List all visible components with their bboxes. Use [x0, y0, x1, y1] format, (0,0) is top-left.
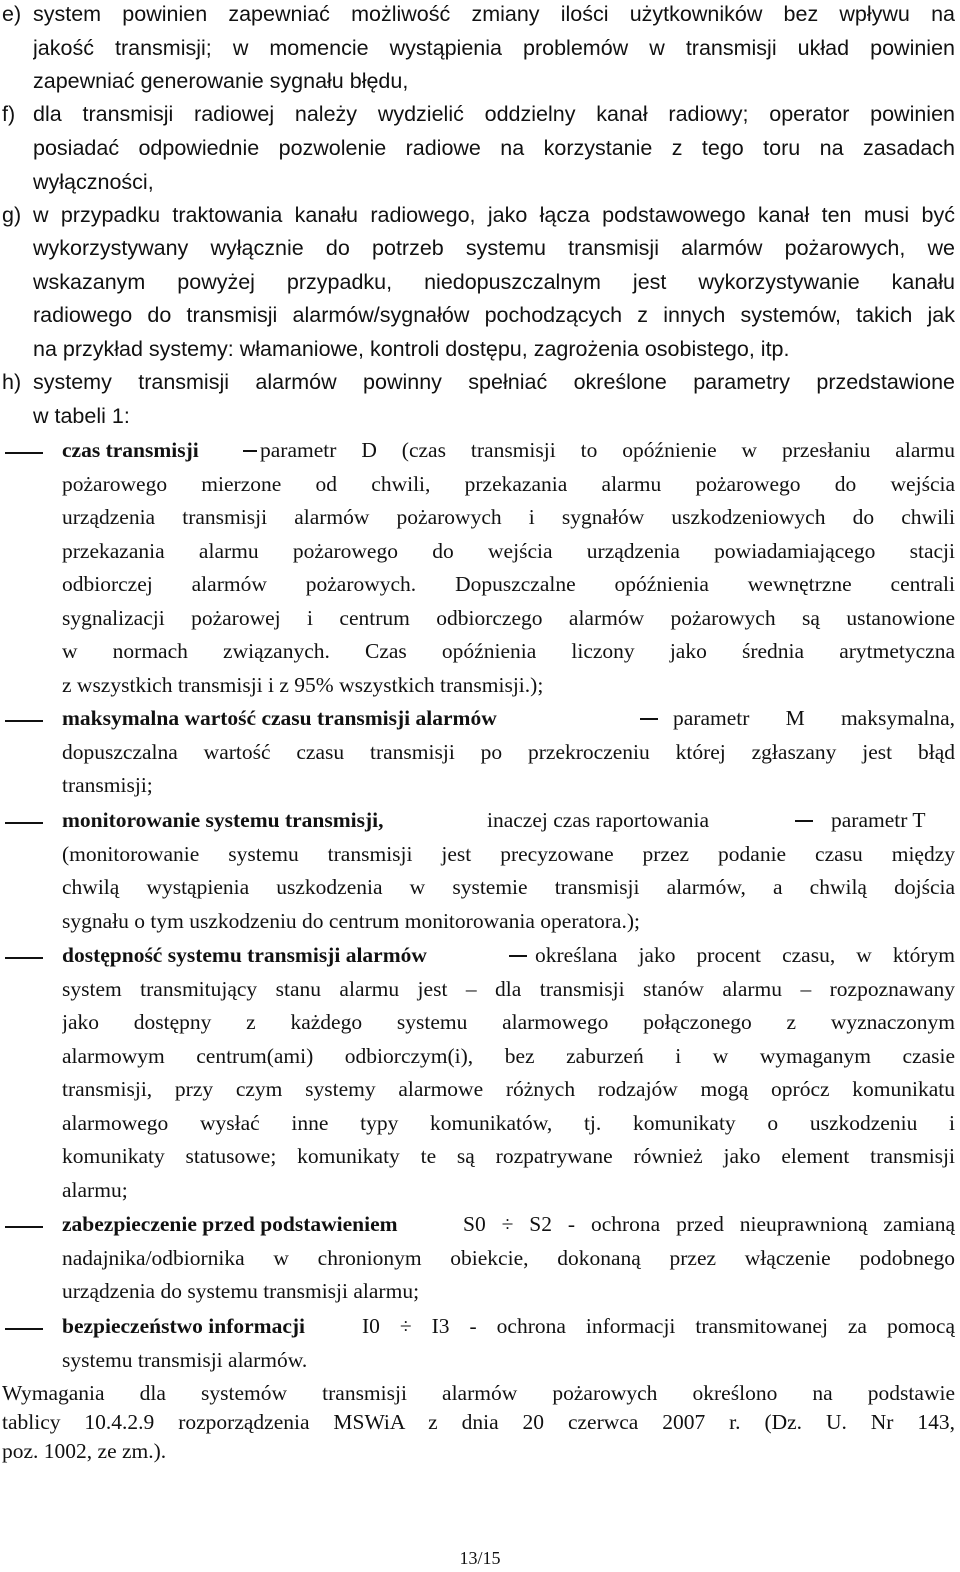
item-h-line-1: systemy transmisji alarmów powinny spełniać określone parametry przedstawione: [33, 372, 955, 394]
term-maksymalna-wartosc: maksymalna wartość czasu transmisji alarmów: [62, 706, 497, 730]
czas-line-7: w normach związanych. Czas opóźnienia liczony jako średnia arytmetyczna: [62, 641, 955, 663]
list-label-f: f): [2, 102, 16, 126]
dost-line-5: transmisji, przy czym systemy alarmowe różnych rodzajów mogą oprócz komunikatu: [62, 1079, 955, 1101]
zabez-line-1-rest: S0 ÷ S2 - ochrona przed nieuprawnioną zamianą: [463, 1214, 955, 1236]
term-zabezpieczenie: zabezpieczenie przed podstawieniem: [62, 1212, 398, 1236]
czas-line-2: pożarowego mierzone od chwili, przekazania alarmu pożarowego do wejścia: [62, 474, 955, 496]
dost-line-7: komunikaty statusowe; komunikaty te są rozpatrywane również jako element transmisji: [62, 1146, 955, 1168]
dost-line-3: jako dostępny z każdego systemu alarmowego połączonego z wyznaczonym: [62, 1012, 955, 1034]
bezp-line-2: systemu transmisji alarmów.: [62, 1348, 308, 1372]
dash-bullet: [5, 1328, 43, 1330]
dash-bullet: [5, 822, 43, 824]
list-label-g: g): [2, 203, 22, 227]
czas-line-5: odbiorczej alarmów pożarowych. Dopuszczalne opóźnienia wewnętrzne centrali: [62, 574, 955, 596]
bezp-line-1-rest: I0 ÷ I3 - ochrona informacji transmitowanej za pomocą: [362, 1316, 955, 1338]
dash-bullet: [5, 1226, 43, 1228]
czas-line-6: sygnalizacji pożarowej i centrum odbiorczego alarmów pożarowych są ustanowione: [62, 608, 955, 630]
item-e-line-3: zapewniać generowanie sygnału błędu,: [33, 69, 409, 93]
monit-line-1-rest: inaczej czas raportowania: [487, 808, 710, 832]
zabez-line-2: nadajnika/odbiornika w chronionym obiekcie, dokonaną przez włączenie podobnego: [62, 1248, 955, 1270]
dost-line-6: alarmowego wysłać inne typy komunikatów, tj. komunikaty o uszkodzeniu i: [62, 1113, 955, 1135]
item-f-line-3: wyłączności,: [33, 170, 154, 194]
monit-line-3: chwilą wystąpienia uszkodzenia w systemie transmisji alarmów, a chwilą dojścia: [62, 877, 955, 899]
closing-line-3: poz. 1002, ze zm.).: [2, 1439, 167, 1463]
list-label-h: h): [2, 370, 22, 394]
dost-line-4: alarmowym centrum(ami) odbiorczym(i), bez zaburzeń i w wymaganym czasie: [62, 1046, 955, 1068]
term-bezpieczenstwo: bezpieczeństwo informacji: [62, 1314, 305, 1338]
monit-line-1-tail: parametr T: [831, 808, 926, 832]
list-label-e: e): [2, 2, 22, 26]
dost-line-8: alarmu;: [62, 1178, 128, 1202]
monit-line-4: sygnału o tym uszkodzeniu do centrum monitorowania operatora.);: [62, 909, 640, 933]
item-h-line-2: w tabeli 1:: [33, 404, 130, 428]
maks-line-3: transmisji;: [62, 773, 153, 797]
dash-bullet: [5, 957, 43, 959]
item-e-line-1: system powinien zapewniać możliwość zmiany ilości użytkowników bez wpływu na: [33, 4, 955, 26]
term-czas-transmisji: czas transmisji: [62, 438, 199, 462]
czas-line-1-rest: parametr D (czas transmisji to opóźnienie w przesłaniu alarmu: [260, 440, 955, 462]
maks-line-2: dopuszczalna wartość czasu transmisji po przekroczeniu której zgłaszany jest błąd: [62, 742, 955, 764]
dash-bullet: [5, 720, 43, 722]
item-g-line-4: radiowego do transmisji alarmów/sygnałów pochodzących z innych systemów, takich jak: [33, 305, 955, 327]
item-g-line-5: na przykład systemy: włamaniowe, kontroli dostępu, zagrożenia osobistego, itp.: [33, 337, 790, 361]
dash-bullet: [5, 452, 43, 454]
term-monitorowanie: monitorowanie systemu transmisji,: [62, 808, 384, 832]
czas-line-3: urządzenia transmisji alarmów pożarowych i sygnałów uszkodzeniowych do chwili: [62, 507, 955, 529]
em-dash: [640, 718, 658, 720]
closing-line-2: tablicy 10.4.2.9 rozporządzenia MSWiA z dnia 20 czerwca 2007 r. (Dz. U. Nr 143,: [2, 1412, 955, 1434]
term-dostepnosc: dostępność systemu transmisji alarmów: [62, 943, 427, 967]
item-f-line-2: posiadać odpowiednie pozwolenie radiowe na korzystanie z tego toru na zasadach: [33, 138, 955, 160]
em-dash: [509, 955, 527, 957]
item-e-line-2: jakość transmisji; w momencie wystąpienia problemów w transmisji układ powinien: [33, 38, 955, 60]
maks-line-1-rest: parametr M maksymalna,: [673, 708, 955, 730]
dost-line-1-rest: określana jako procent czasu, w którym: [535, 945, 955, 967]
item-g-line-2: wykorzystywany wyłącznie do potrzeb systemu transmisji alarmów pożarowych, we: [33, 238, 955, 260]
dost-line-2: system transmitujący stanu alarmu jest – dla transmisji stanów alarmu – rozpoznawany: [62, 979, 955, 1001]
monit-line-2: (monitorowanie systemu transmisji jest precyzowane przez podanie czasu między: [62, 844, 955, 866]
czas-line-8: z wszystkich transmisji i z 95% wszystkich transmisji.);: [62, 673, 544, 697]
item-g-line-3: wskazanym powyżej przypadku, niedopuszczalnym jest wykorzystywanie kanału: [33, 272, 955, 294]
item-f-line-1: dla transmisji radiowej należy wydzielić oddzielny kanał radiowy; operator powinien: [33, 104, 955, 126]
closing-line-1: Wymagania dla systemów transmisji alarmów pożarowych określono na podstawie: [2, 1383, 955, 1405]
em-dash: [243, 450, 257, 452]
item-g-line-1: w przypadku traktowania kanału radiowego, jako łącza podstawowego kanał ten musi być: [33, 205, 955, 227]
zabez-line-3: urządzenia do systemu transmisji alarmu;: [62, 1279, 420, 1303]
em-dash: [795, 820, 813, 822]
page-number: 13/15: [459, 1548, 501, 1568]
czas-line-4: przekazania alarmu pożarowego do wejścia urządzenia powiadamiającego stacji: [62, 541, 955, 563]
